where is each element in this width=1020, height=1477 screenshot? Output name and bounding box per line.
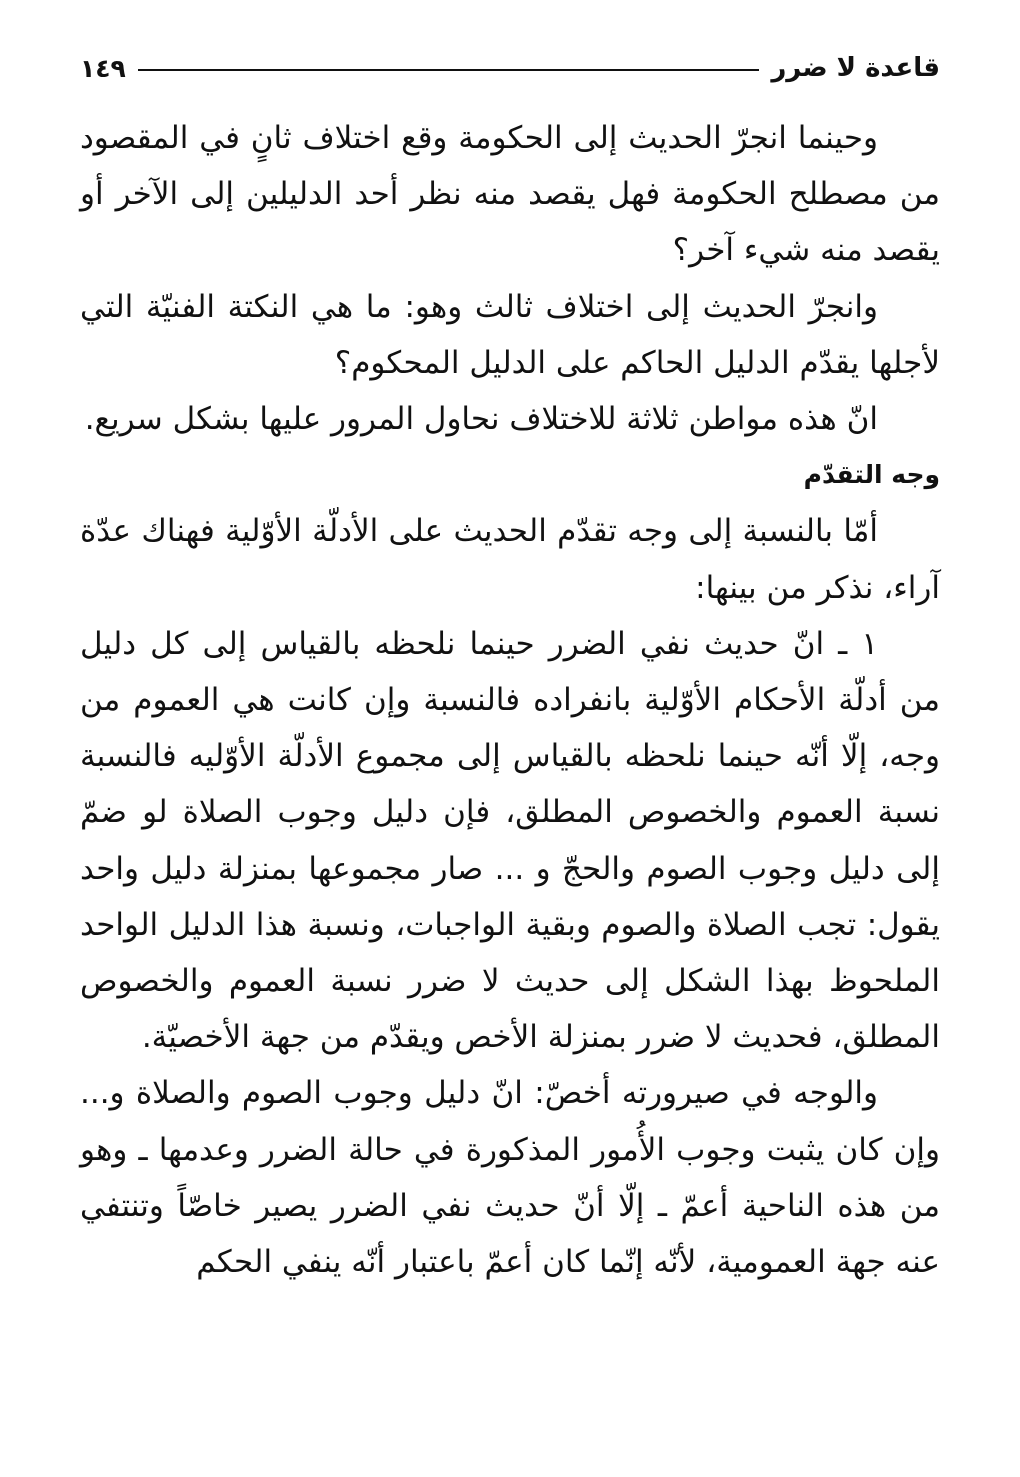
paragraph: وحينما انجرّ الحديث إلى الحكومة وقع اختلاف ثانٍ في المقصود من مصطلح الحكومة فهل يقصد منه نظر أحد الدليلين إلى الآخر أو يقصد منه شيء آخر؟ xyxy=(80,120,940,269)
section-heading: وجه التقدّم xyxy=(803,460,940,490)
paragraph: انّ هذه مواطن ثلاثة للاختلاف نحاول المرور عليها بشكل سريع. xyxy=(84,401,878,438)
header-rule xyxy=(138,69,760,71)
running-title: قاعدة لا ضرر xyxy=(771,53,940,83)
page-number: ١٤٩ xyxy=(80,53,126,83)
paragraph: والوجه في صيرورته أخصّ: انّ دليل وجوب الصوم والصلاة و... وإن كان يثبت وجوب الأُمور المذكورة في حالة الضرر وعدمها ـ وهو من هذه الناحية أعمّ ـ إلّا أنّ حديث نفي الضرر يصير خاصّاً وتنتفي عنه جهة العمومية، لأنّه إنّما كان أعمّ باعتبار أنّه ينفي الحكم xyxy=(80,1075,940,1281)
paragraph: وانجرّ الحديث إلى اختلاف ثالث وهو: ما هي النكتة الفنيّة التي لأجلها يقدّم الدليل الحاكم على الدليل المحكوم؟ xyxy=(80,288,940,381)
paragraph: أمّا بالنسبة إلى وجه تقدّم الحديث على الأدلّة الأوّلية فهناك عدّة آراء، نذكر من بينها: xyxy=(80,513,940,606)
page-header xyxy=(80,46,940,90)
paragraph: ١ ـ انّ حديث نفي الضرر حينما نلحظه بالقياس إلى كل دليل من أدلّة الأحكام الأوّلية بانفراده فالنسبة وإن كانت هي العموم من وجه، إلّا أنّه حينما نلحظه بالقياس إلى مجموع الأدلّة الأوّليه فالنسبة نسبة العموم والخصوص المطلق، فإن دليل وجوب الصلاة لو ضمّ إلى دليل وجوب الصوم والحجّ و ... صار مجموعها بمنزلة دليل واحد يقول: تجب الصلاة والصوم وبقية الواجبات، ونسبة هذا الدليل الواحد الملحوظ بهذا الشكل إلى حديث لا ضرر نسبة العموم والخصوص المطلق، فحديث لا ضرر بمنزلة الأخص ويقدّم من جهة الأخصيّة. xyxy=(80,625,940,1056)
body-text xyxy=(80,110,940,1290)
